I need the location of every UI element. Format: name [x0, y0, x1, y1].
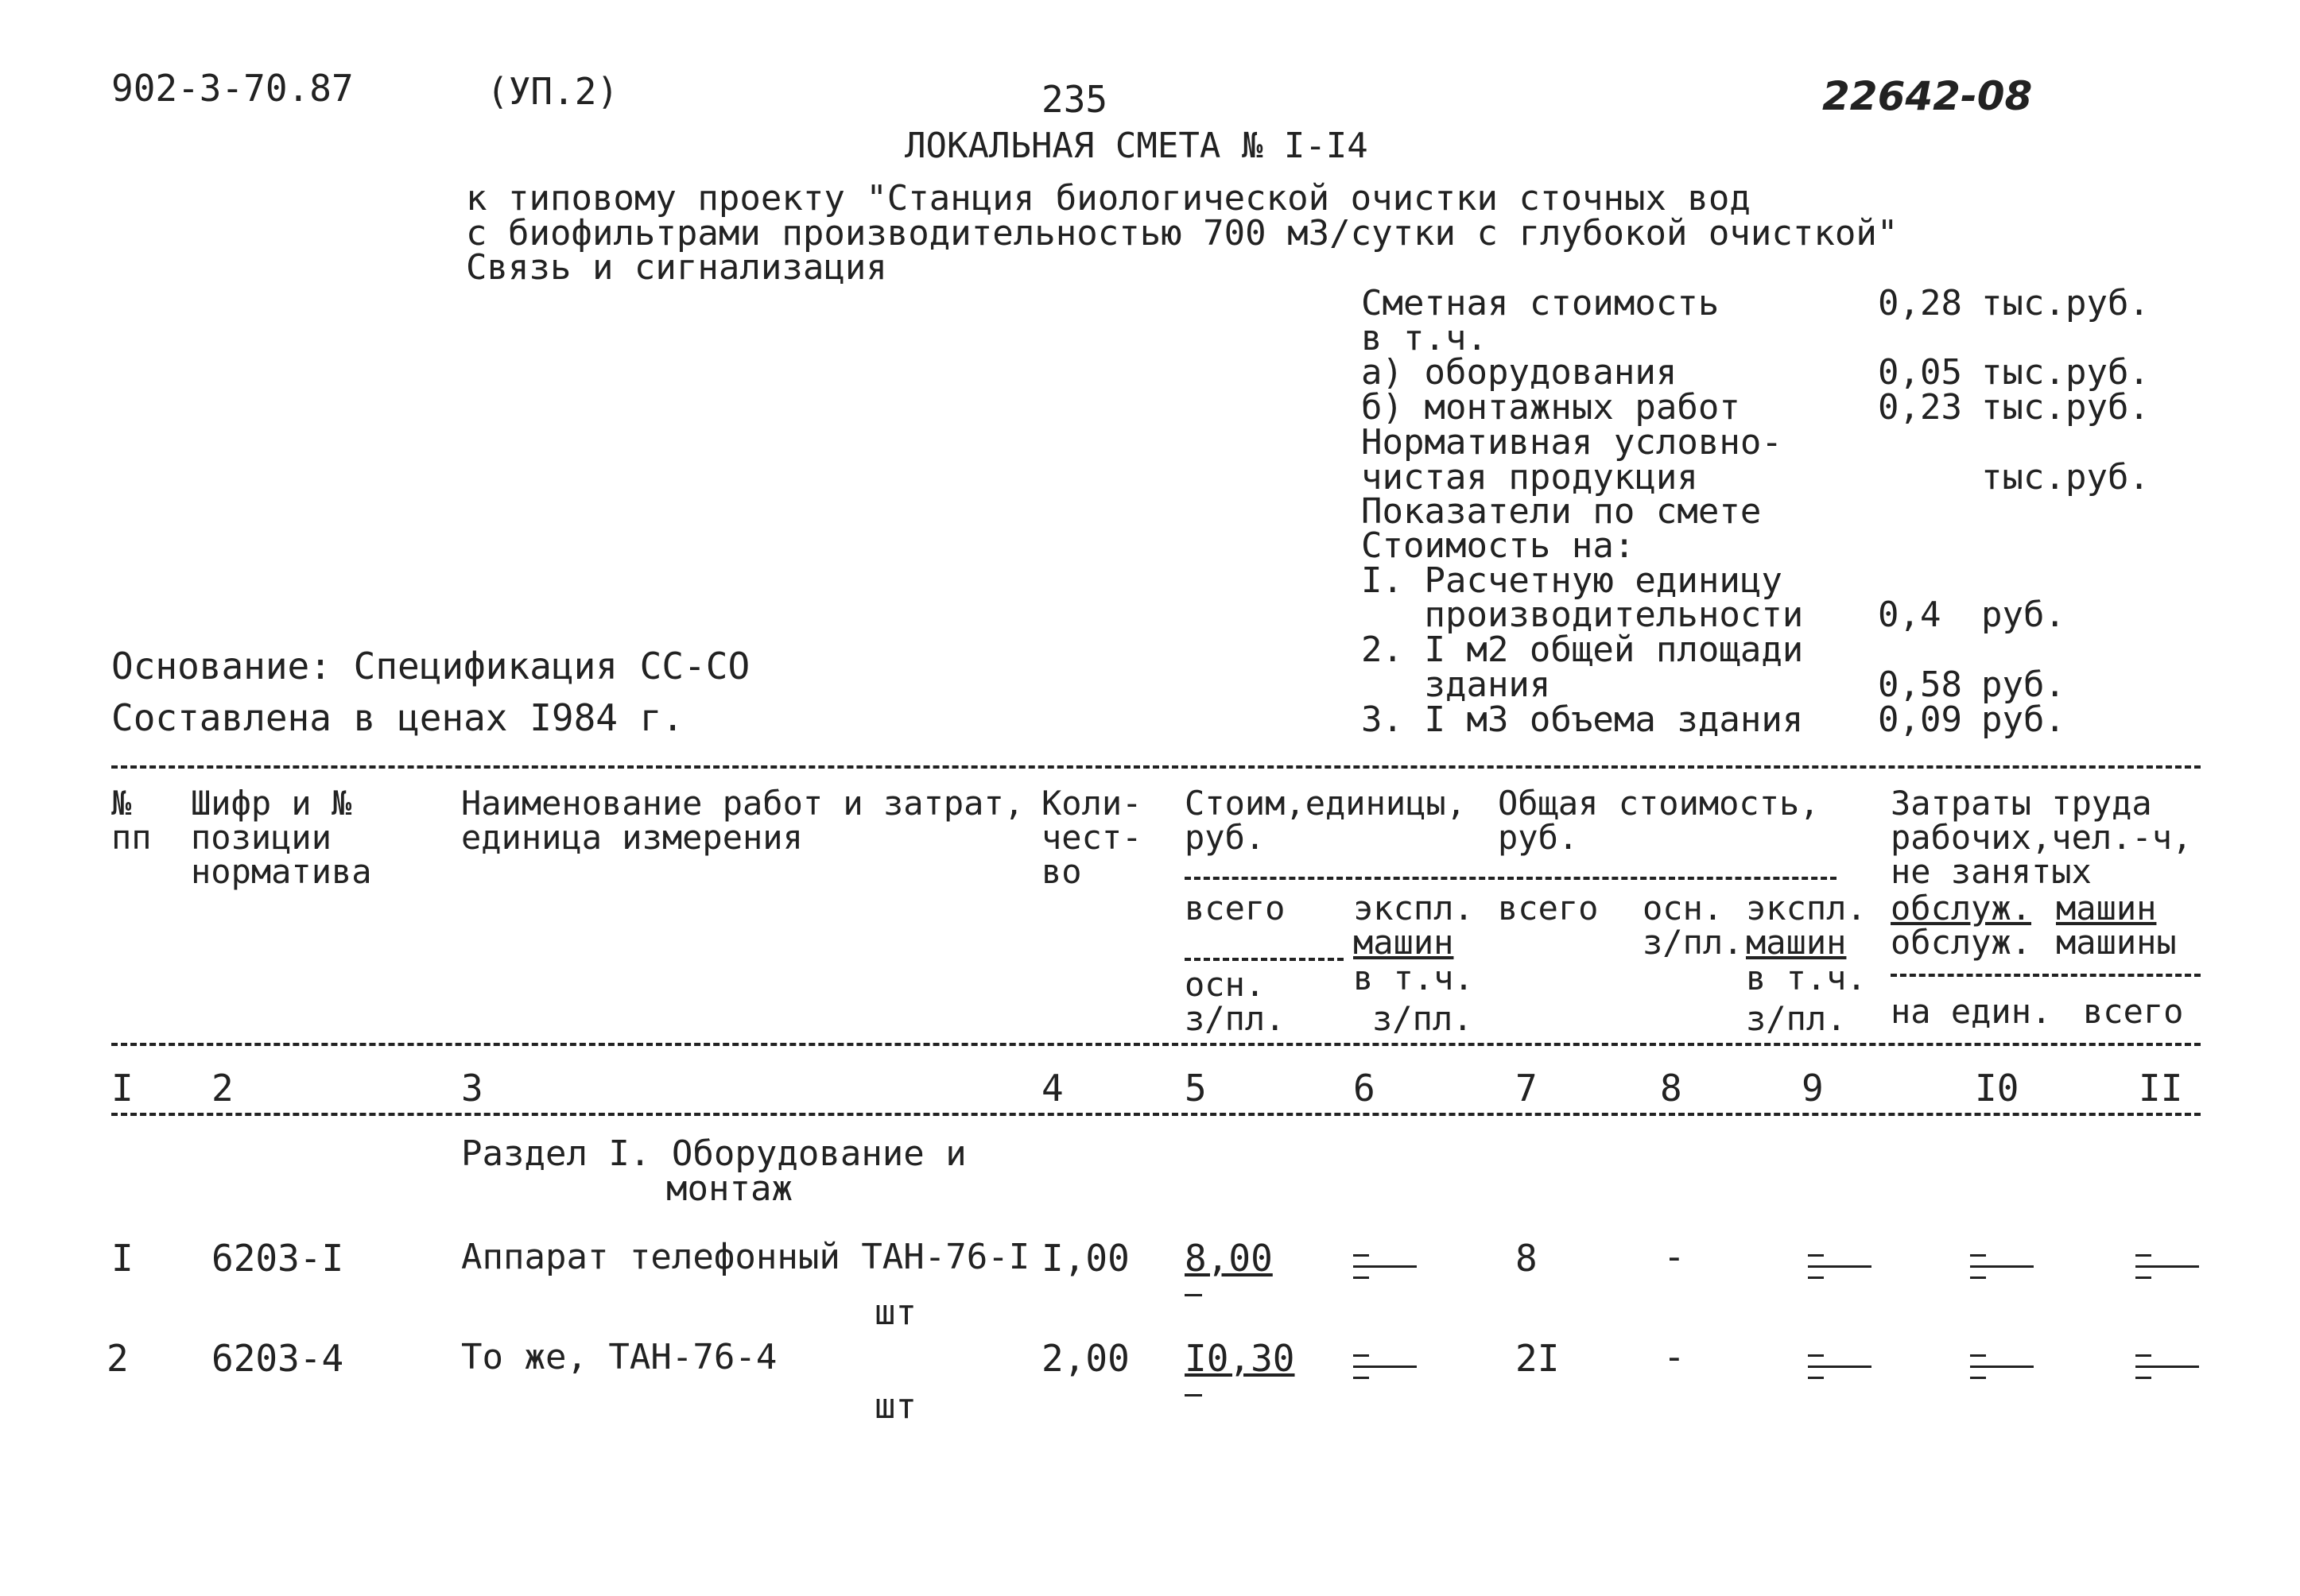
row-unit-price: I0,30 — [1185, 1337, 1295, 1380]
column-number: I0 — [1975, 1067, 2019, 1110]
col-header-name: единица измерения — [461, 818, 803, 857]
row-unit-price: 8,00 — [1185, 1237, 1273, 1280]
column-number: 7 — [1515, 1067, 1538, 1110]
dash-mark — [2135, 1354, 2199, 1378]
summary-value: 0,28 — [1878, 283, 1962, 323]
subheader-machine-op: машин — [1746, 923, 1847, 962]
row-price-dash — [1185, 1294, 1202, 1296]
col-header-labor: рабочих,чел.-ч, — [1891, 818, 2193, 857]
summary-unit: руб. — [1981, 699, 2065, 740]
subheader-machine-service: машин — [2056, 889, 2157, 928]
subheader-machine-service: обслуж. — [1891, 889, 2032, 928]
subheader-incl-wage: з/пл. — [1746, 999, 1847, 1038]
col-header-no: пп — [111, 818, 152, 857]
labor-subheader-rule — [1891, 974, 2201, 977]
row-total: 2I — [1515, 1337, 1560, 1380]
summary-unit: тыс.руб. — [1981, 457, 2150, 498]
summary-unit: тыс.руб. — [1981, 283, 2150, 323]
dash-mark — [2135, 1254, 2199, 1278]
summary-value: 0,4 — [1878, 595, 1941, 635]
row-code: 6203-I — [211, 1237, 344, 1280]
subheader-base-wage: осн. — [1643, 889, 1724, 928]
summary-unit: руб. — [1981, 595, 2065, 635]
row-quantity: 2,00 — [1041, 1337, 1130, 1380]
row-dash: - — [1663, 1335, 1685, 1378]
subheader-machine-op: экспл. — [1353, 889, 1474, 928]
subheader-base-wage: з/пл. — [1185, 999, 1286, 1038]
dash-mark — [1808, 1354, 1871, 1378]
row-code: 6203-4 — [211, 1337, 344, 1380]
dash-mark — [1808, 1254, 1871, 1278]
summary-label: Сметная стоимость — [1361, 283, 1720, 323]
summary-label: 2. I м2 общей площади — [1361, 629, 1804, 670]
summary-label: 3. I м3 объема здания — [1361, 699, 1804, 740]
summary-label: а) оборудования — [1361, 352, 1677, 393]
col-header-labor: Затраты труда — [1891, 784, 2152, 823]
column-number: 6 — [1353, 1067, 1375, 1110]
section-heading: Раздел I. Оборудование и — [461, 1133, 967, 1174]
document-title: ЛОКАЛЬНАЯ СМЕТА № I-I4 — [905, 126, 1368, 166]
dash-mark — [1353, 1254, 1417, 1278]
col-header-qty: во — [1041, 852, 1082, 891]
dash-mark — [1353, 1354, 1417, 1378]
summary-label: чистая продукция — [1361, 457, 1698, 498]
row-total: 8 — [1515, 1237, 1538, 1280]
row-dash: - — [1663, 1235, 1685, 1278]
subheader-machine-op: машин — [1353, 923, 1454, 962]
subheader-base-wage: осн. — [1185, 965, 1266, 1004]
summary-unit: тыс.руб. — [1981, 352, 2150, 393]
row-unit: шт — [875, 1292, 917, 1333]
column-number-rule — [111, 1113, 2201, 1116]
column-number: 9 — [1802, 1067, 1824, 1110]
subheader-machine-service: обслуж. — [1891, 923, 2032, 962]
page-number: 235 — [1041, 78, 1108, 121]
project-line-1: к типовому проекту "Станция биологической очистки сточных вод — [466, 178, 1751, 219]
column-number: 8 — [1660, 1067, 1682, 1110]
row-name: Аппарат телефонный ТАН-76-I — [461, 1237, 1030, 1277]
summary-value: 0,58 — [1878, 664, 1962, 705]
dash-mark — [1970, 1354, 2034, 1378]
subheader-incl-wage: з/пл. — [1372, 999, 1473, 1038]
column-number: I — [111, 1067, 134, 1110]
summary-label: б) монтажных работ — [1361, 387, 1740, 428]
col-header-qty: чест- — [1041, 818, 1142, 857]
column-number: 2 — [211, 1067, 234, 1110]
archive-number: 22642-08 — [1822, 73, 2033, 119]
summary-value: 0,05 — [1878, 352, 1962, 393]
summary-label: здания — [1361, 664, 1551, 705]
subheader-base-wage: з/пл. — [1643, 923, 1743, 962]
header-bottom-rule — [111, 1043, 2201, 1046]
col-header-total-cost: Общая стоимость, — [1498, 784, 1820, 823]
subheader-split-rule — [1185, 958, 1344, 961]
column-number: 3 — [461, 1067, 483, 1110]
subheader-total: всего — [2083, 992, 2184, 1031]
basis-line: Основание: Спецификация СС-СО — [111, 645, 751, 688]
album-label: (УП.2) — [487, 70, 619, 113]
project-line-3: Связь и сигнализация — [466, 247, 887, 288]
summary-value: 0,09 — [1878, 699, 1962, 740]
column-number: 4 — [1041, 1067, 1064, 1110]
row-price-dash — [1185, 1394, 1202, 1396]
col-header-name: Наименование работ и затрат, — [461, 784, 1025, 823]
row-unit: шт — [875, 1386, 917, 1427]
section-heading: монтаж — [666, 1168, 793, 1209]
col-header-code: Шифр и № — [191, 784, 352, 823]
subheader-machine-op: экспл. — [1746, 889, 1867, 928]
col-header-code: норматива — [191, 852, 372, 891]
subheader-total: всего — [1498, 889, 1599, 928]
summary-label: в т.ч. — [1361, 318, 1487, 358]
cost-subheader-rule — [1185, 877, 1837, 880]
col-header-unit-cost: Стоим,единицы, — [1185, 784, 1467, 823]
table-top-rule — [111, 765, 2201, 769]
subheader-total: всего — [1185, 889, 1286, 928]
summary-label: производительности — [1361, 595, 1804, 635]
row-quantity: I,00 — [1041, 1237, 1130, 1280]
project-line-2: с биофильтрами производительностью 700 м3/сутки с глубокой очисткой" — [466, 213, 1899, 254]
column-number: II — [2139, 1067, 2183, 1110]
summary-label: Нормативная условно- — [1361, 422, 1782, 463]
summary-label: Показатели по смете — [1361, 491, 1762, 532]
dash-mark — [1970, 1254, 2034, 1278]
subheader-per-unit: на един. — [1891, 992, 2052, 1031]
col-header-unit-cost: руб. — [1185, 818, 1266, 857]
row-number: I — [111, 1237, 134, 1280]
subheader-incl-wage: в т.ч. — [1746, 959, 1867, 998]
summary-unit: тыс.руб. — [1981, 387, 2150, 428]
col-header-qty: Коли- — [1041, 784, 1142, 823]
subheader-machine-service: машины — [2056, 923, 2177, 962]
column-number: 5 — [1185, 1067, 1207, 1110]
summary-label: I. Расчетную единицу — [1361, 560, 1782, 601]
subheader-incl-wage: в т.ч. — [1353, 959, 1474, 998]
summary-label: Стоимость на: — [1361, 525, 1635, 566]
price-level-line: Составлена в ценах I984 г. — [111, 696, 685, 739]
col-header-total-cost: руб. — [1498, 818, 1579, 857]
summary-value: 0,23 — [1878, 387, 1962, 428]
col-header-code: позиции — [191, 818, 332, 857]
row-number: 2 — [107, 1337, 129, 1380]
col-header-labor: не занятых — [1891, 852, 2092, 891]
document-code: 902-3-70.87 — [111, 67, 354, 110]
row-name: То же, ТАН-76-4 — [461, 1337, 778, 1377]
col-header-no: № — [111, 784, 132, 823]
summary-unit: руб. — [1981, 664, 2065, 705]
